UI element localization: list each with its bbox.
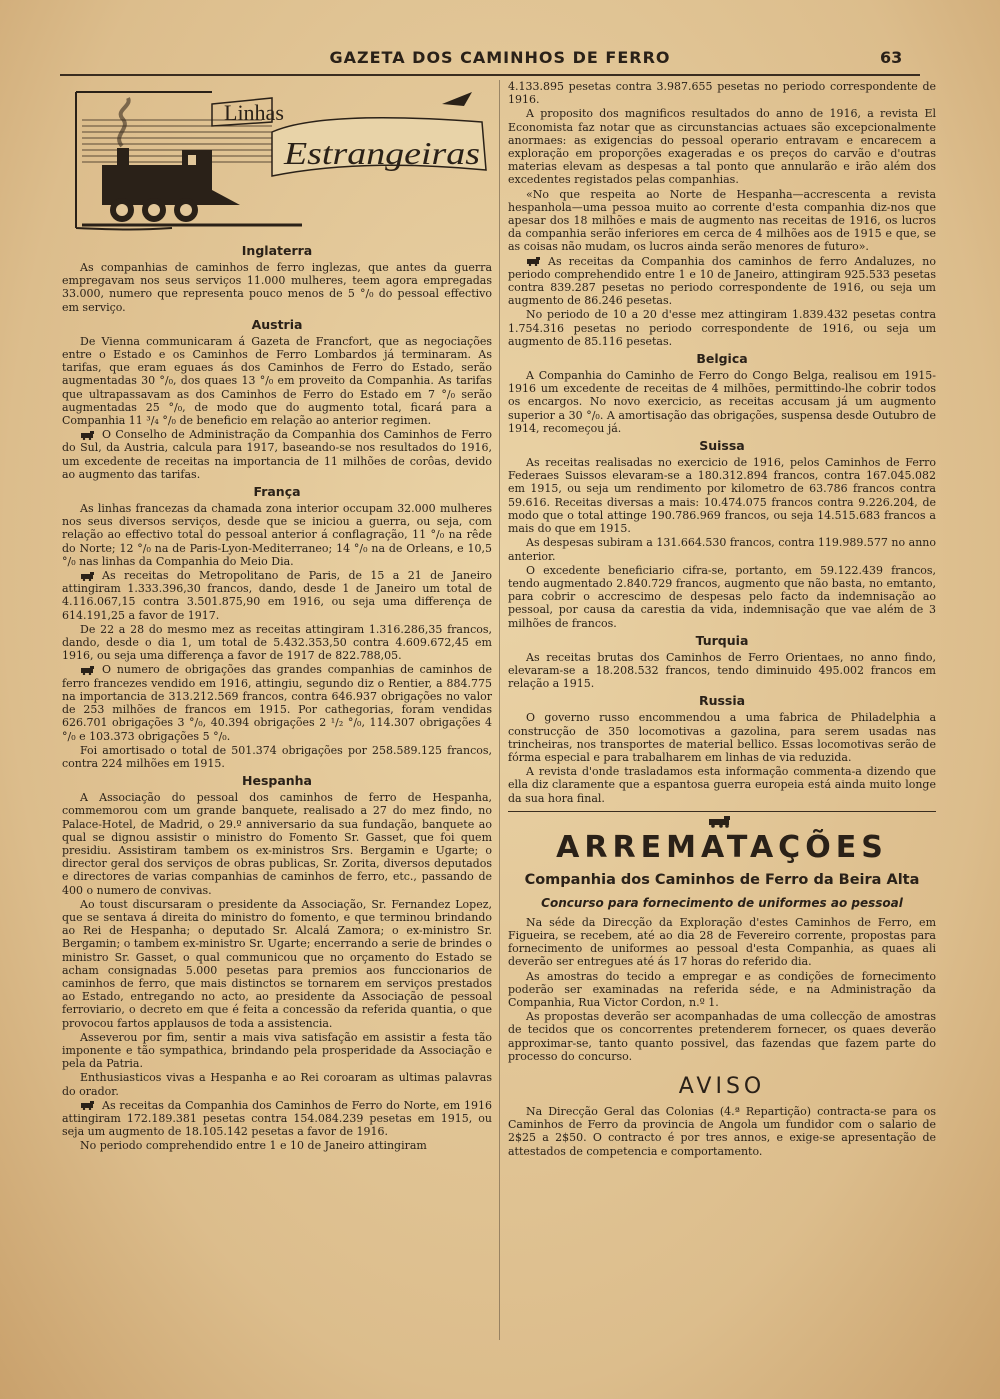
paragraph-text: O Conselho de Administração da Companhia dos Caminhos de Ferro do Sul, da Austria, calcula para 1917, baseando-se nos resultados do 1916, um excedente de receitas na importancia de 11 milhões de corôas, devido ao augmento das tarifas.: [62, 428, 492, 481]
paragraph: As despesas subiram a 131.664.530 francos, contra 119.989.577 no anno anterior.: [508, 536, 936, 563]
heading-suissa: Suissa: [699, 438, 745, 454]
heading-hespanha: Hespanha: [242, 773, 312, 789]
journal-title: GAZETA DOS CAMINHOS DE FERRO: [329, 48, 671, 67]
paragraph-text: As receitas da Companhia dos Caminhos de Ferro do Norte, em 1916 attingiram 172.189.381 pesetas contra 154.084.239 pesetas em 1915, ou seja um augmento de 18.105.142 pesetas a favor de 1916.: [62, 1098, 492, 1139]
paragraph: 4.133.895 pesetas contra 3.987.655 pesetas no periodo correspondente de 1916.: [508, 80, 936, 107]
train-icon: [80, 1101, 98, 1110]
paragraph-text: O numero de obrigações das grandes companhias de caminhos de ferro francezes vendido em 1916, attingiu, segundo diz o Rentier, a 884.775 na importancia de 313.212.569 francos, contra 646.937 obrigações no valor de 253 milhões de francos em 1915. Por cathegorias, foram vendidas 626.701 obrigações 3 °/₀, 40.394 obrigações 2 ¹/₂ °/₀, 114.307 obrigações 4 °/₀ e 103.373 obrigações 5 °/₀.: [62, 663, 492, 743]
paragraph: [62, 569, 492, 622]
column-divider: [499, 80, 500, 1340]
paragraph: A Companhia do Caminho de Ferro do Congo Belga, realisou em 1915-1916 um excedente de receitas de 4 milhões, permittindo-lhe cobrir todos os encargos. No novo exercicio, as receitas accusam já um augmento superior a 30 °/₀. A amortisação das obrigações, suspensa desde Outubro de 1914, recomeçou já.: [508, 369, 936, 435]
paragraph: Na séde da Direcção da Exploração d'estes Caminhos de Ferro, em Figueira, se recebem, até ao dia 28 de Fevereiro corrente, propostas para fornecimento de uniformes ao pessoal d'esta Companhia, as quaes ali deverão ser entregues até ás 17 horas do referido dia.: [508, 915, 936, 969]
paragraph: As propostas deverão ser acompanhadas de uma collecção de amostras de tecidos que os concorrentes pretenderem fornecer, os quaes deverão approximar-se, tanto quanto possivel, das fazendas que fazem parte do processo do concurso.: [508, 1010, 936, 1063]
train-icon: [526, 257, 544, 266]
paragraph: As receitas brutas dos Caminhos de Ferro Orientaes, no anno findo, elevaram-se a 18.208.532 francos, tendo diminuido 495.002 francos em relação a 1915.: [508, 650, 936, 691]
paragraph: Enthusiasticos vivas a Hespanha e ao Rei coroaram as ultimas palavras do orador.: [62, 1071, 492, 1098]
left-column: [62, 80, 492, 1344]
paragraph: [62, 1099, 492, 1139]
section-rule: [508, 811, 936, 812]
train-icon: [80, 572, 98, 581]
paragraph: As companhias de caminhos de ferro inglezas, que antes da guerra empregavam nos seus serviços 11.000 mulheres, teem agora empregadas 33.000, numero que representa pouco menos de 5 °/₀ do pessoal effectivo em serviço.: [62, 261, 492, 314]
paragraph: Ao toust discursaram o presidente da Associação, Sr. Fernandez Lopez, que se sentava á direita do ministro do fomento, e que terminou brindando ao Rei de Hespanha; o deputado Sr. Alcalá Zamora; o ex-ministro Sr. Bergamin; o tambem ex-ministro Sr. Ugarte; encerrando a serie de brindes o ministro Sr. Gasset, o qual communicou que no orçamento do Estado se acham consignadas 5.000 pesetas para premios aos funccionarios de caminhos de ferro, que mais distinctos se tornarem em serviços prestados ao Estado, entregando no acto, ao presidente da Associação de pessoal ferroviario, o decreto em que é feita a concessão da referida quantia, o que provocou fartos applausos de toda a assistencia.: [62, 897, 492, 1030]
paragraph: [62, 663, 492, 742]
heading-austria: Austria: [251, 316, 303, 332]
paragraph: A revista d'onde trasladamos esta informação commenta-a dizendo que ella diz claramente que a espantosa guerra europeia está ainda muito longe da sua hora final.: [508, 765, 936, 805]
paragraph: [508, 255, 936, 308]
train-icon: [80, 666, 98, 675]
paragraph-text: As receitas do Metropolitano de Paris, de 15 a 21 de Janeiro attingiram 1.333.396,30 francos, dando, desde 1 de Janeiro um total de 4.116.067,15 contra 3.501.875,90 em 1916, ou seja uma differença de 614.191,25 a favor de 1917.: [62, 569, 492, 622]
paragraph: «No que respeita ao Norte de Hespanha—accrescenta a revista hespanhola—uma pessoa muito ao corrente d'esta companhia diz-nos que apesar dos 18 milhões e mais de augmento nas receitas de 1916, os lucros da companhia serão inferiores em cerca de 4 milhões aos de 1915 e que, se as coisas não mudam, os lucros ainda serão menores de futuro».: [508, 187, 936, 254]
paragraph: As amostras do tecido a empregar e as condições de fornecimento poderão ser examinadas na referida séde, e na Administração da Companhia, Rua Victor Cordon, n.º 1.: [508, 969, 936, 1009]
heading-turquia: Turquia: [695, 632, 749, 648]
paragraph: A Associação do pessoal dos caminhos de ferro de Hespanha, commemorou com um grande banquete, realisado a 27 do mez findo, no Palace-Hotel, de Madrid, o 29.º anniversario da sua fundação, banquete ao qual se dignou assistir o ministro do Fomento Sr. Gasset, que foi quem presidiu. Assistiram tambem os ex-ministros Srs. Bergamin e Ugarte; o director geral dos serviços de obras publicas, Sr. Zorita, diversos deputados e directores de varias companhias de caminhos de ferro, etc., passando de 400 o numero de convivas.: [62, 791, 492, 897]
aviso-heading: AVISO: [678, 1073, 766, 1099]
arrematacoes-company: Companhia dos Caminhos de Ferro da Beira Alta: [524, 871, 920, 888]
paragraph: Asseverou por fim, sentir a mais viva satisfação em assistir a festa tão imponente e tão sympathica, brindando pela prosperidade da Associação e pela da Patria.: [62, 1030, 492, 1071]
paragraph: Na Direcção Geral das Colonias (4.ª Repartição) contracta-se para os Caminhos de Ferro da provincia de Angola um fundidor com o salario de 2$25 a 2$50. O contracto é por tres annos, e exige-se apresentação de attestados de competencia e comportamento.: [508, 1104, 936, 1158]
train-icon: [80, 431, 98, 440]
paragraph: O governo russo encommendou a uma fabrica de Philadelphia a construcção de 350 locomotivas a gazolina, para serem usadas nas trincheiras, nos transportes de material bellico. Essas locomotivas serão de fórma especial e para trabalharem em linhas de via reduzida.: [508, 711, 936, 764]
paragraph: As receitas realisadas no exercicio de 1916, pelos Caminhos de Ferro Federaes Suissos elevaram-se a 180.312.894 francos, contra 167.045.082 em 1915, ou seja um rendimento por kilometro de 63.786 francos contra 59.616. Receitas diversas a mais: 10.474.075 francos contra 9.226.204, de modo que o total attinge 190.786.969 francos, ou seja 14.515.683 francos a mais do que em 1915.: [508, 456, 936, 536]
page-number: 63: [880, 48, 903, 67]
right-column: [508, 80, 936, 1344]
masthead-line1: Linhas: [224, 100, 284, 125]
paragraph: De Vienna communicaram á Gazeta de Francfort, que as negociações entre o Estado e os Caminhos de Ferro Lombardos já terminaram. As tarifas, que eram eguaes ás dos Caminhos de Ferro do Estado, serão augmentadas 30 °/₀, dos quaes 13 °/₀ em proveito da Companhia. As tarifas que ultrapassavam as dos Caminhos de Ferro do Estado em 7 °/₀ serão augmentadas 25 °/₀, de modo que do augmento total, ficará para a Companhia 11 ³/₄ °/₀ de beneficio em relação ao anterior regimen.: [62, 334, 492, 428]
masthead-line2: Estrangeiras: [282, 135, 480, 171]
paragraph: As linhas francezas da chamada zona interior occupam 32.000 mulheres nos seus diversos serviços, desde que se iniciou a guerra, ou seja, com relação ao effectivo total do pessoal anterior á conflagração, 11 °/₀ na rêde do Norte; 12 °/₀ na de Paris-Lyon-Mediterraneo; 14 °/₀ na de Orleans, e 10,5 °/₀ nas linhas da Companhia do Meio Dia.: [62, 502, 492, 568]
heading-belgica: Belgica: [696, 351, 748, 367]
paragraph: [62, 428, 492, 481]
heading-franca: França: [253, 484, 301, 500]
paragraph: No periodo de 10 a 20 d'esse mez attingiram 1.839.432 pesetas contra 1.754.316 pesetas no periodo correspondente de 1916, ou seja um augmento de 85.116 pesetas.: [508, 308, 936, 348]
running-head: [0, 48, 1000, 74]
masthead-illustration: [62, 80, 492, 240]
paragraph: De 22 a 28 do mesmo mez as receitas attingiram 1.316.286,35 francos, dando, desde o dia 1, um total de 5.432.353,50 contra 4.609.672,45 em 1916, ou seja uma differença a favor de 1917 de 822.788,05.: [62, 622, 492, 663]
paragraph: O excedente beneficiario cifra-se, portanto, em 59.122.439 francos, tendo augmentado 2.840.729 francos, augmento que não basta, no emtanto, para cobrir o accrescimo de despesas pelo facto da indemnisação ao pessoal, por causa da carestia da vida, indemnisação que vae além de 3 milhões de francos.: [508, 563, 936, 630]
header-rule: [60, 74, 920, 76]
heading-russia: Russia: [698, 693, 746, 709]
arrematacoes-heading: ARREMATAÇÕES: [556, 829, 888, 865]
arrematacoes-subtitle: Concurso para fornecimento de uniformes ao pessoal: [541, 895, 903, 910]
paragraph-text: As receitas da Companhia dos caminhos de ferro Andaluzes, no periodo comprehendido entre 1 e 10 de Janeiro, attingiram 925.533 pesetas contra 839.287 pesetas no periodo correspondente de 1916, ou seja um augmento de 86.246 pesetas.: [508, 254, 936, 308]
section-masthead: [62, 80, 492, 240]
paragraph: A proposito dos magnificos resultados do anno de 1916, a revista El Economista faz notar que as circunstancias actuaes são excepcionalmente anormaes: as exigencias do pessoal operario entravam e encarecem a exploração em proporções exageradas e os preços do carvão e d'outras materias elevam as despesas a tal ponto que annularão e irão além dos excedentes registados pelas companhias.: [508, 107, 936, 187]
heading-inglaterra: Inglaterra: [241, 243, 313, 258]
paragraph: Foi amortisado o total de 501.374 obrigações por 258.589.125 francos, contra 224 milhões em 1915.: [62, 743, 492, 770]
train-ornament-icon: [707, 816, 737, 828]
paragraph: No periodo comprehendido entre 1 e 10 de Janeiro attingiram: [80, 1139, 427, 1153]
